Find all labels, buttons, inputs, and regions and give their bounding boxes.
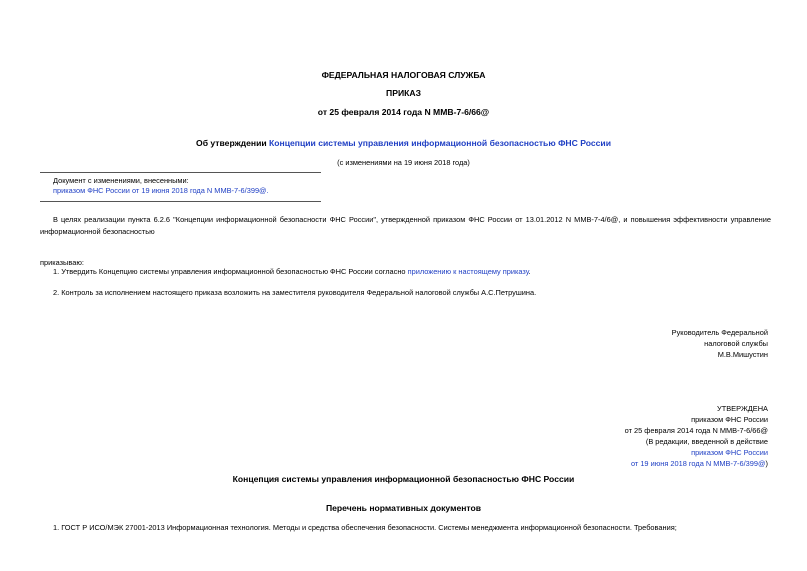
signature-line-2: налоговой службы — [704, 339, 768, 348]
agency-heading: ФЕДЕРАЛЬНАЯ НАЛОГОВАЯ СЛУЖБА — [321, 70, 486, 80]
appendix-subtitle: Перечень нормативных документов — [325, 503, 482, 513]
signature-block — [500, 327, 768, 360]
title-concept-link[interactable]: Концепции системы управления информационной безопасностью ФНС России — [269, 138, 611, 148]
title-prefix: Об утверждении — [196, 138, 270, 148]
doc-type-heading: ПРИКАЗ — [386, 88, 421, 98]
changes-order-link[interactable]: приказом ФНС России от 19 июня 2018 года N ММВ-7-6/399@. — [53, 186, 269, 195]
amendments-note: (с изменениями на 19 июня 2018 года) — [337, 158, 470, 167]
approval-edition-link-1[interactable]: приказом ФНС России — [691, 448, 768, 457]
order-item-1-end: . — [528, 267, 531, 276]
approval-edition-note: (В редакции, введенной в действие — [645, 437, 768, 446]
order-item-1-text: 1. Утвердить Концепцию системы управления информационной безопасностью ФНС России согласно — [53, 267, 408, 276]
approval-date-number: от 25 февраля 2014 года N ММВ-7-6/66@ — [624, 426, 768, 435]
appendix-item-1: 1. ГОСТ Р ИСО/МЭК 27001-2013 Информационная технология. Методы и средства обеспечения безопасности. Системы менеджмента информационной безопасности. Требования; — [53, 523, 677, 532]
approval-by-order: приказом ФНС России — [691, 415, 768, 424]
approval-approved: УТВЕРЖДЕНА — [717, 404, 768, 413]
approval-edition-link-2[interactable]: от 19 июня 2018 года N ММВ-7-6/399@ — [630, 459, 766, 468]
document-title — [0, 138, 807, 148]
changes-top-rule — [40, 172, 321, 173]
order-item-1 — [53, 267, 531, 276]
order-word: приказываю: — [40, 258, 84, 267]
appendix-title: Концепция системы управления информационной безопасностью ФНС России — [232, 474, 575, 484]
approval-edition-line-2 — [500, 458, 768, 469]
changes-bottom-rule — [40, 201, 321, 202]
appendix-link[interactable]: приложению к настоящему приказу — [407, 267, 529, 276]
signature-line-1: Руководитель Федеральной — [671, 328, 768, 337]
changes-label: Документ с изменениями, внесенными: — [53, 176, 189, 185]
approval-block — [500, 403, 768, 469]
order-item-2: 2. Контроль за исполнением настоящего приказа возложить на заместителя руководителя Федеральной налоговой службы А.С.Петрушина. — [53, 288, 537, 297]
approval-edition-close: ) — [765, 459, 768, 468]
preamble-paragraph: В целях реализации пункта 6.2.6 "Концепции информационной безопасности ФНС России", утвержденной приказом ФНС России от 13.01.2012 N ММВ-7-4/6@, и повышения эффективности управление информационной безопасностью — [40, 215, 771, 236]
signature-line-3: М.В.Мишустин — [717, 350, 768, 359]
doc-date-number: от 25 февраля 2014 года N ММВ-7-6/66@ — [317, 107, 490, 117]
